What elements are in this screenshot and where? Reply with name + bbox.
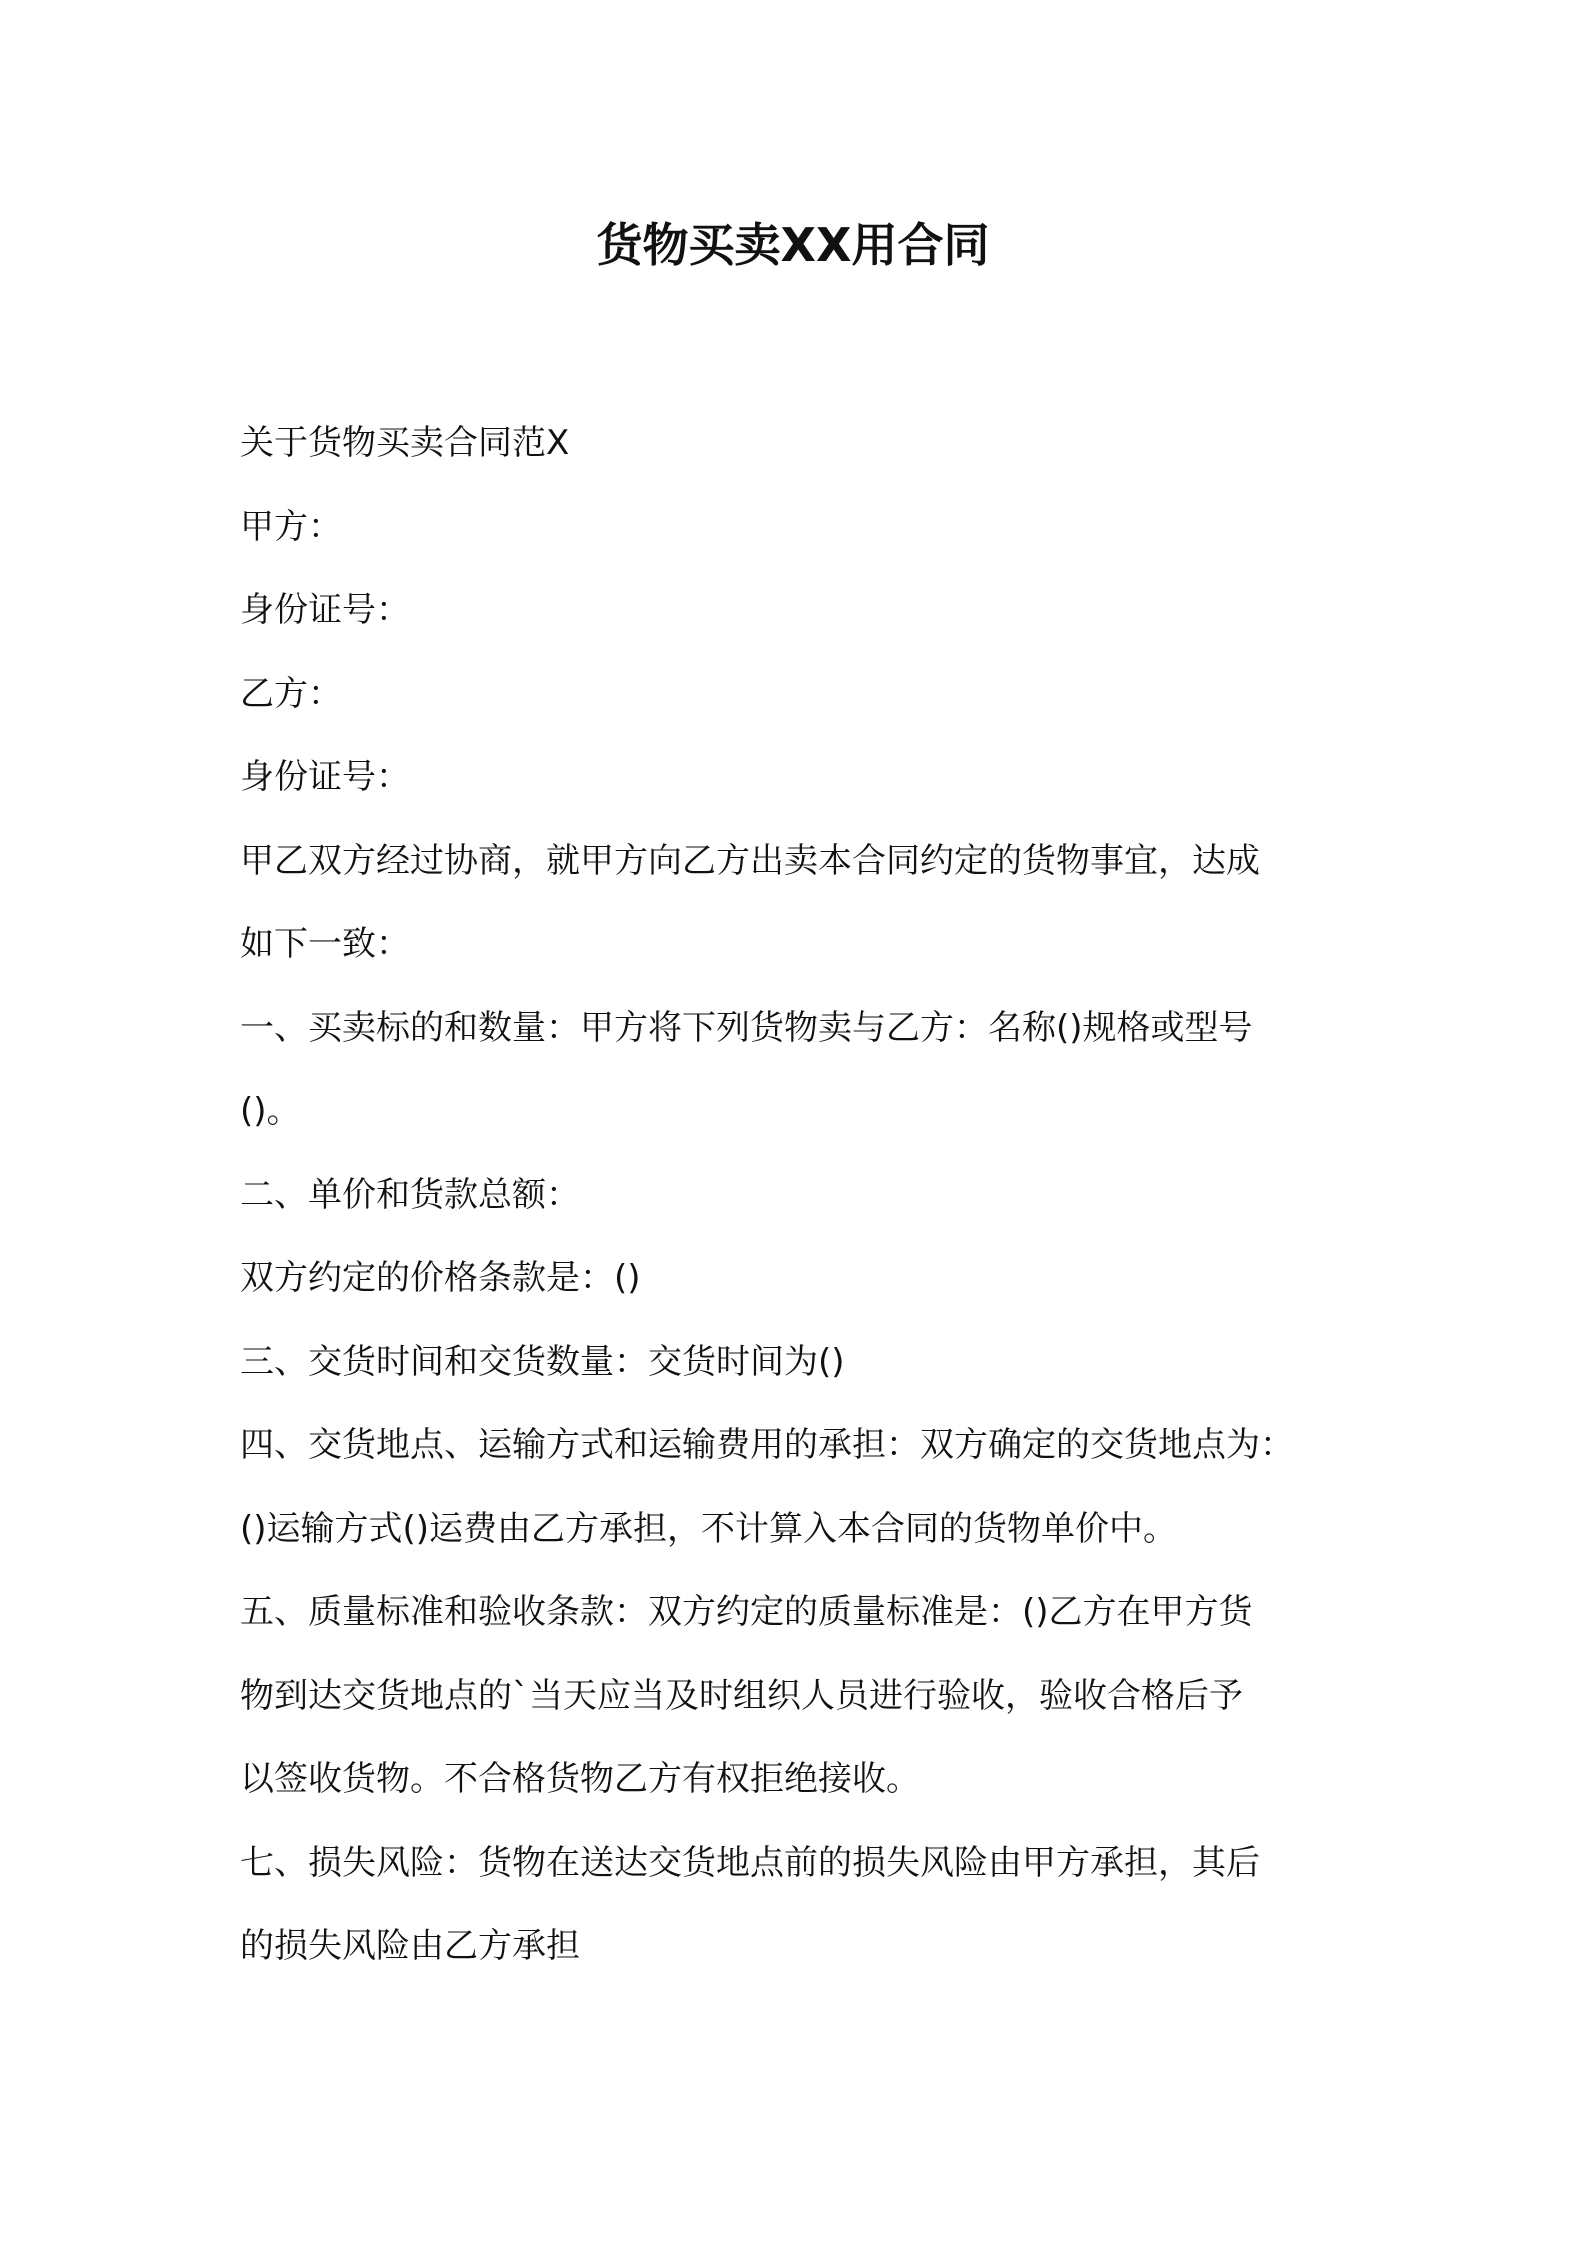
body-line-party-a-id: 身份证号： bbox=[240, 590, 410, 630]
body-line-clause-1-cont: ()。 bbox=[240, 1091, 301, 1131]
document-title: 货物买卖XX用合同 bbox=[596, 218, 990, 272]
body-line-party-b: 乙方： bbox=[240, 673, 342, 714]
body-line-clause-5-end: 以签收货物。不合格货物乙方有权拒绝接收。 bbox=[240, 1759, 920, 1799]
body-line-clause-4-cont: ()运输方式()运费由乙方承担，不计算入本合同的货物单价中。 bbox=[240, 1508, 1178, 1549]
body-line-clause-4: 四、交货地点、运输方式和运输费用的承担：双方确定的交货地点为： bbox=[240, 1425, 1294, 1465]
body-line-clause-5-cont: 物到达交货地点的`当天应当及时组织人员进行验收，验收合格后予 bbox=[240, 1675, 1243, 1716]
body-line-party-a: 甲方： bbox=[240, 506, 342, 547]
document-body bbox=[240, 402, 1360, 1989]
body-line-clause-2: 二、单价和货款总额： bbox=[240, 1174, 580, 1215]
body-line-clause-7: 七、损失风险：货物在送达交货地点前的损失风险由甲方承担，其后 bbox=[240, 1842, 1260, 1883]
body-line-clause-3: 三、交货时间和交货数量：交货时间为() bbox=[240, 1341, 845, 1382]
body-line-heading: 关于货物买卖合同范X bbox=[240, 423, 570, 463]
body-line-clause-2-detail: 双方约定的价格条款是：() bbox=[240, 1258, 641, 1298]
body-line-preamble: 甲乙双方经过协商，就甲方向乙方出卖本合同约定的货物事宜，达成 bbox=[240, 840, 1260, 881]
body-line-preamble-cont: 如下一致： bbox=[240, 924, 410, 964]
body-line-clause-5: 五、质量标准和验收条款：双方约定的质量标准是：()乙方在甲方货 bbox=[240, 1592, 1253, 1632]
body-line-clause-7-cont: 的损失风险由乙方承担 bbox=[240, 1926, 580, 1966]
body-line-clause-1: 一、买卖标的和数量：甲方将下列货物卖与乙方：名称()规格或型号 bbox=[240, 1007, 1253, 1048]
body-line-party-b-id: 身份证号： bbox=[240, 757, 410, 797]
